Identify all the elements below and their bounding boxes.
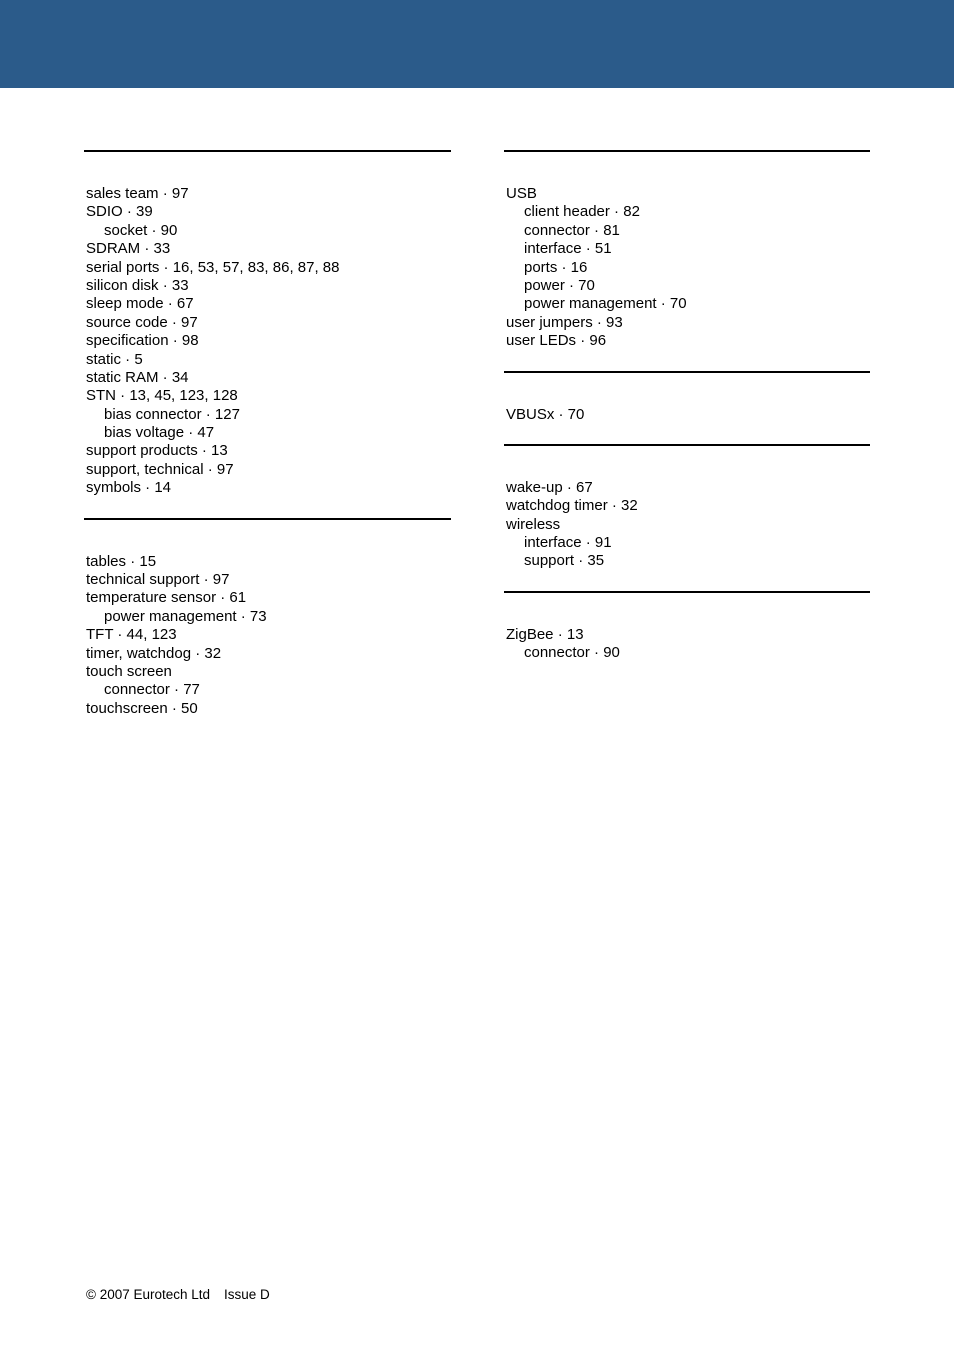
index-subentry: bias voltage · 47 — [104, 424, 215, 442]
index-entry: tables · 15 — [86, 552, 157, 570]
index-entry: TFT · 44, 123 — [86, 626, 177, 644]
index-entry: specification · 98 — [86, 332, 199, 350]
index-subentry: socket · 90 — [104, 221, 178, 239]
index-subentry: interface · 51 — [524, 240, 612, 258]
index-subentry: support · 35 — [524, 552, 605, 570]
index-subentry: power · 70 — [524, 276, 595, 294]
index-entry: sales team · 97 — [86, 185, 189, 202]
index-entry-list — [504, 373, 870, 424]
index-section-s — [84, 150, 451, 518]
index-entry-list — [504, 152, 870, 351]
index-entry: symbols · 14 — [86, 479, 172, 497]
index-subentry: bias connector · 127 — [104, 405, 240, 423]
index-section-w — [504, 444, 870, 591]
index-entry: static RAM · 34 — [86, 368, 189, 386]
index-column-right — [504, 150, 870, 663]
page-footer — [86, 1286, 270, 1304]
index-entry: ZigBee · 13 — [506, 625, 584, 643]
index-column-left — [84, 150, 451, 718]
index-entry: timer, watchdog · 32 — [86, 644, 222, 662]
index-section-u — [504, 150, 870, 371]
footer-copyright: © 2007 Eurotech Ltd — [86, 1287, 211, 1302]
index-subentry: connector · 90 — [524, 644, 620, 662]
index-entry: silicon disk · 33 — [86, 276, 189, 294]
index-entry: temperature sensor · 61 — [86, 589, 247, 607]
index-subentry: connector · 81 — [524, 221, 620, 239]
index-entry-list — [504, 446, 870, 571]
index-entry: static · 5 — [86, 350, 143, 368]
index-section-t — [84, 518, 451, 719]
index-subentry: interface · 91 — [524, 534, 612, 552]
header-band — [0, 0, 954, 88]
index-subentry: ports · 16 — [524, 258, 588, 276]
index-subentry: power management · 70 — [524, 295, 687, 313]
index-entry-list — [84, 152, 451, 498]
index-entry: VBUSx · 70 — [506, 405, 585, 423]
index-entry: technical support · 97 — [86, 571, 230, 589]
footer-issue: Issue D — [224, 1287, 270, 1302]
index-entry: touch screen — [86, 662, 172, 680]
index-section-v — [504, 371, 870, 444]
index-subentry: client header · 82 — [524, 203, 640, 221]
index-section-z — [504, 591, 870, 663]
index-entry: user LEDs · 96 — [506, 332, 607, 350]
index-entry: serial ports · 16, 53, 57, 83, 86, 87, 88 — [86, 258, 340, 276]
index-entry: watchdog timer · 32 — [506, 497, 638, 515]
index-entry: sleep mode · 67 — [86, 295, 194, 313]
index-entry: support, technical · 97 — [86, 460, 234, 478]
index-entry: SDRAM · 33 — [86, 240, 171, 258]
index-entry-list — [504, 593, 870, 663]
index-entry: SDIO · 39 — [86, 203, 153, 221]
index-entry: source code · 97 — [86, 313, 198, 331]
index-subentry: power management · 73 — [104, 607, 267, 625]
index-entry: user jumpers · 93 — [506, 313, 623, 331]
index-entry: touchscreen · 50 — [86, 699, 198, 717]
index-entry: STN · 13, 45, 123, 128 — [86, 387, 238, 405]
index-subentry: connector · 77 — [104, 681, 200, 699]
index-entry: support products · 13 — [86, 442, 228, 460]
index-entry: USB — [506, 185, 537, 202]
index-entry-list — [84, 520, 451, 719]
index-entry: wireless — [506, 515, 561, 533]
index-entry: wake-up · 67 — [506, 478, 593, 496]
